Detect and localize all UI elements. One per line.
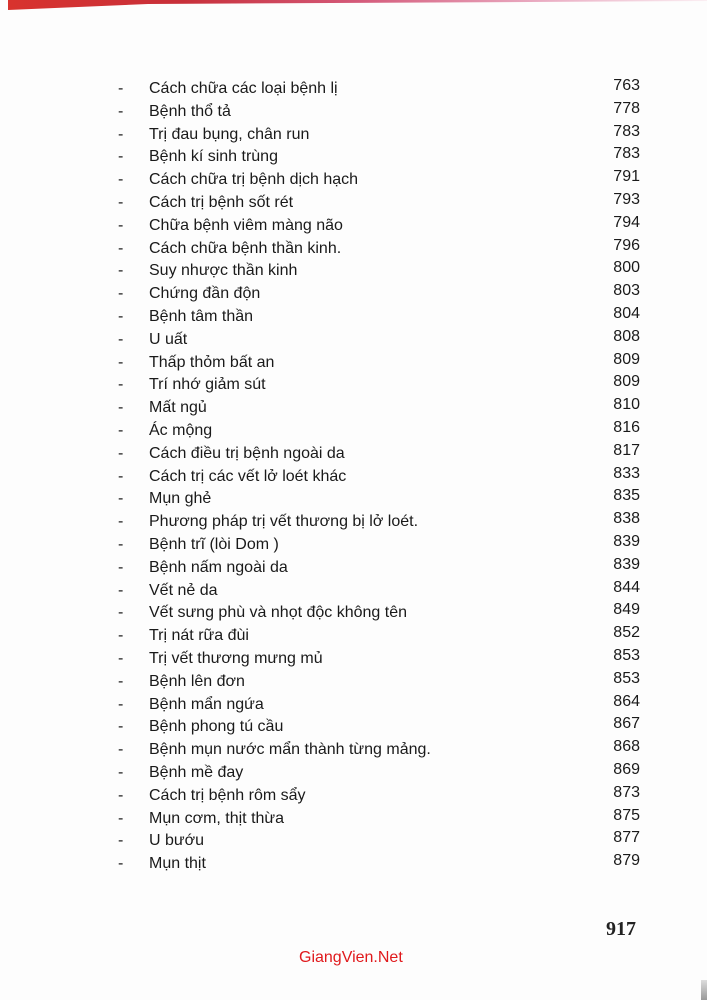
- toc-entry-title: Cách chữa bệnh thần kinh.: [149, 239, 342, 257]
- toc-entry-title: Bệnh tâm thần: [149, 307, 254, 325]
- toc-entry: [118, 443, 640, 466]
- toc-entry-page: 853: [613, 646, 640, 664]
- toc-entry-title: Bệnh thổ tả: [149, 102, 231, 120]
- toc-entry: [118, 260, 640, 283]
- toc-entry-page: 794: [613, 213, 640, 231]
- toc-entry-title: Vết nẻ da: [149, 581, 218, 599]
- toc-entry-page: 879: [613, 852, 640, 870]
- toc-entry-page: 875: [613, 806, 640, 824]
- toc-entry-title: Mụn thịt: [149, 855, 206, 873]
- toc-entry: [118, 192, 640, 215]
- bullet-dash: -: [118, 763, 124, 781]
- toc-entry: [118, 352, 640, 375]
- page-number: 917: [606, 918, 636, 940]
- bullet-dash: -: [118, 444, 124, 462]
- toc-entry: [118, 215, 640, 238]
- toc-entry: [118, 101, 640, 124]
- bullet-dash: -: [118, 467, 124, 485]
- bullet-dash: -: [118, 262, 124, 280]
- bullet-dash: -: [118, 809, 124, 827]
- toc-entry-page: 868: [613, 738, 640, 756]
- toc-entry: [118, 511, 640, 534]
- toc-entry-title: Trị đau bụng, chân run: [149, 125, 310, 143]
- toc-entry-title: Bệnh mụn nước mẩn thành từng mảng.: [149, 741, 431, 759]
- bullet-dash: -: [118, 741, 124, 759]
- bullet-dash: -: [118, 581, 124, 599]
- toc-entry: [118, 580, 640, 603]
- toc-entry-page: 778: [613, 99, 640, 117]
- toc-entry-page: 783: [613, 122, 640, 140]
- toc-entry: [118, 306, 640, 329]
- toc-entry-page: 844: [613, 578, 640, 596]
- toc-entry-page: 839: [613, 555, 640, 573]
- toc-entry: [118, 374, 640, 397]
- page-edge-shadow: [701, 980, 707, 1000]
- toc-entry: [118, 853, 640, 876]
- toc-entry-page: 783: [613, 145, 640, 163]
- toc-entry: [118, 602, 640, 625]
- toc-entry-page: 853: [613, 669, 640, 687]
- toc-entry-title: Cách trị bệnh rôm sẩy: [149, 786, 306, 804]
- toc-entry-title: Bệnh phong tú cầu: [149, 718, 284, 736]
- watermark-text: GiangVien.Net: [299, 949, 403, 966]
- toc-entry-page: 808: [613, 327, 640, 345]
- toc-entry-page: 817: [613, 441, 640, 459]
- toc-entry-title: U uất: [149, 330, 188, 348]
- toc-entry-page: 849: [613, 601, 640, 619]
- toc-entry-page: 835: [613, 487, 640, 505]
- bullet-dash: -: [118, 307, 124, 325]
- decorative-top-band: [8, 0, 707, 10]
- bullet-dash: -: [118, 171, 124, 189]
- toc-entry-title: Phương pháp trị vết thương bị lở loét.: [149, 513, 419, 531]
- toc-entry-title: Cách chữa trị bệnh dịch hạch: [149, 171, 359, 189]
- toc-entry: [118, 488, 640, 511]
- bullet-dash: -: [118, 376, 124, 394]
- table-of-contents: [118, 78, 640, 876]
- toc-entry-page: 877: [613, 829, 640, 847]
- toc-entry-title: Chữa bệnh viêm màng não: [149, 216, 343, 234]
- toc-entry-title: U bướu: [149, 832, 204, 850]
- toc-entry: [118, 671, 640, 694]
- toc-entry-title: Chứng đần độn: [149, 285, 261, 303]
- toc-entry-page: 810: [613, 396, 640, 414]
- toc-entry-page: 763: [613, 77, 640, 94]
- toc-entry-title: Bệnh lên đơn: [149, 672, 245, 690]
- toc-entry-title: Ác mộng: [149, 421, 213, 439]
- bullet-dash: -: [118, 80, 124, 97]
- bullet-dash: -: [118, 672, 124, 690]
- toc-entry-page: 816: [613, 418, 640, 436]
- toc-entry-title: Bệnh trĩ (lòi Dom ): [149, 535, 279, 553]
- bullet-dash: -: [118, 285, 124, 303]
- bullet-dash: -: [118, 786, 124, 804]
- bullet-dash: -: [118, 102, 124, 120]
- toc-entry: [118, 534, 640, 557]
- toc-entry-page: 803: [613, 282, 640, 300]
- toc-entry: [118, 466, 640, 489]
- toc-entry-page: 838: [613, 510, 640, 528]
- toc-entry: [118, 762, 640, 785]
- toc-entry: [118, 420, 640, 443]
- toc-entry-page: 800: [613, 259, 640, 277]
- toc-entry-page: 804: [613, 304, 640, 322]
- bullet-dash: -: [118, 490, 124, 508]
- toc-entry: [118, 648, 640, 671]
- toc-entry-title: Cách điều trị bệnh ngoài da: [149, 444, 345, 462]
- toc-entry-title: Bệnh nấm ngoài da: [149, 558, 288, 576]
- toc-entry-page: 793: [613, 190, 640, 208]
- toc-entry: [118, 808, 640, 831]
- toc-entry-page: 864: [613, 692, 640, 710]
- toc-entry: [118, 397, 640, 420]
- toc-entry-title: Thấp thỏm bất an: [149, 353, 275, 371]
- toc-entry-title: Mụn ghẻ: [149, 490, 212, 508]
- bullet-dash: -: [118, 604, 124, 622]
- bullet-dash: -: [118, 421, 124, 439]
- toc-entry: [118, 830, 640, 853]
- toc-entry-page: 809: [613, 373, 640, 391]
- toc-entry-title: Mụn cơm, thịt thừa: [149, 809, 285, 827]
- toc-entry-title: Vết sưng phù và nhọt độc không tên: [149, 604, 408, 622]
- bullet-dash: -: [118, 558, 124, 576]
- toc-entry-title: Trị vết thương mưng mủ: [149, 649, 323, 667]
- toc-entry-title: Cách chữa các loại bệnh lị: [149, 80, 338, 97]
- bullet-dash: -: [118, 353, 124, 371]
- toc-entry-title: Suy nhược thần kinh: [149, 262, 298, 280]
- toc-entry-title: Bệnh mẩn ngứa: [149, 695, 264, 713]
- toc-entry: [118, 78, 640, 101]
- toc-entry-title: Bệnh mề đay: [149, 763, 244, 781]
- toc-entry: [118, 329, 640, 352]
- toc-entry: [118, 739, 640, 762]
- toc-entry: [118, 557, 640, 580]
- toc-entry-title: Cách trị các vết lở loét khác: [149, 467, 347, 485]
- bullet-dash: -: [118, 193, 124, 211]
- bullet-dash: -: [118, 513, 124, 531]
- toc-entry-page: 867: [613, 715, 640, 733]
- bullet-dash: -: [118, 627, 124, 645]
- toc-entry-page: 833: [613, 464, 640, 482]
- bullet-dash: -: [118, 695, 124, 713]
- toc-entry-page: 873: [613, 783, 640, 801]
- toc-entry: [118, 694, 640, 717]
- toc-entry: [118, 283, 640, 306]
- bullet-dash: -: [118, 239, 124, 257]
- toc-entry-page: 869: [613, 760, 640, 778]
- bullet-dash: -: [118, 399, 124, 417]
- toc-entry-title: Cách trị bệnh sốt rét: [149, 193, 294, 211]
- bullet-dash: -: [118, 832, 124, 850]
- toc-entry: [118, 716, 640, 739]
- toc-entry-page: 796: [613, 236, 640, 254]
- bullet-dash: -: [118, 718, 124, 736]
- bullet-dash: -: [118, 330, 124, 348]
- toc-entry-title: Trí nhớ giảm sút: [149, 376, 266, 394]
- toc-entry-page: 852: [613, 624, 640, 642]
- toc-entry: [118, 785, 640, 808]
- toc-entry-title: Mất ngủ: [149, 399, 207, 417]
- bullet-dash: -: [118, 148, 124, 166]
- bullet-dash: -: [118, 649, 124, 667]
- bullet-dash: -: [118, 216, 124, 234]
- bullet-dash: -: [118, 855, 124, 873]
- toc-entry: [118, 625, 640, 648]
- toc-entry: [118, 146, 640, 169]
- toc-entry-title: Bệnh kí sinh trùng: [149, 148, 278, 166]
- bullet-dash: -: [118, 125, 124, 143]
- toc-entry-page: 809: [613, 350, 640, 368]
- toc-entry: [118, 124, 640, 147]
- toc-entry-page: 791: [613, 168, 640, 186]
- toc-entry: [118, 238, 640, 261]
- toc-entry-title: Trị nát rữa đùi: [149, 627, 249, 645]
- bullet-dash: -: [118, 535, 124, 553]
- toc-entry: [118, 169, 640, 192]
- toc-entry-page: 839: [613, 532, 640, 550]
